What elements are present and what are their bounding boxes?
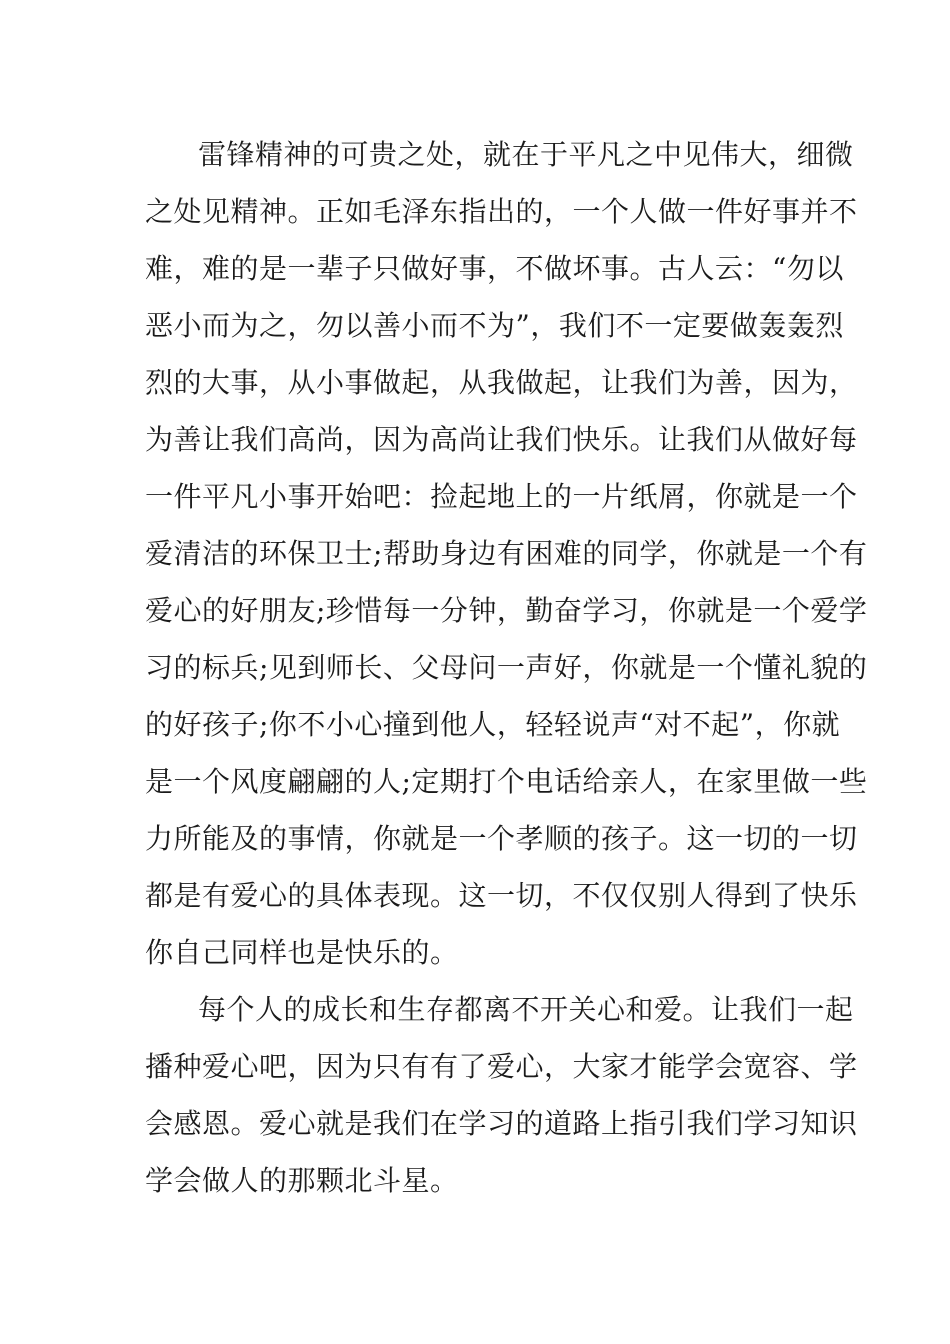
text-line: 一件平凡小事开始吧：捡起地上的一片纸屑，你就是一个 (145, 480, 858, 513)
text-line: 播种爱心吧，因为只有有了爱心，大家才能学会宽容、学 (145, 1050, 858, 1083)
text-line: 的好孩子;你不小心撞到他人，轻轻说声“对不起”，你就 (145, 708, 841, 741)
text-line: 爱心的好朋友;珍惜每一分钟，勤奋学习，你就是一个爱学 (145, 594, 868, 627)
text-line: 力所能及的事情，你就是一个孝顺的孩子。这一切的一切 (145, 822, 858, 855)
text-line: 都是有爱心的具体表现。这一切，不仅仅别人得到了快乐 (145, 879, 858, 912)
text-line: 恶小而为之，勿以善小而不为”，我们不一定要做轰轰烈 (145, 309, 844, 342)
text-line: 之处见精神。正如毛泽东指出的，一个人做一件好事并不 (145, 195, 858, 228)
text-line: 习的标兵;见到师长、父母问一声好，你就是一个懂礼貌的 (145, 651, 868, 684)
text-line: 难，难的是一辈子只做好事，不做坏事。古人云：“勿以 (145, 252, 844, 285)
text-line: 爱清洁的环保卫士;帮助身边有困难的同学，你就是一个有 (145, 537, 868, 570)
text-line: 是一个风度翩翩的人;定期打个电话给亲人，在家里做一些 (145, 765, 868, 798)
text-line: 烈的大事，从小事做起，从我做起，让我们为善，因为， (145, 366, 858, 399)
text-line: 你自己同样也是快乐的。 (145, 936, 459, 969)
text-line: 雷锋精神的可贵之处，就在于平凡之中见伟大，细微 (198, 138, 854, 171)
text-line: 每个人的成长和生存都离不开关心和爱。让我们一起 (198, 993, 854, 1026)
text-line: 会感恩。爱心就是我们在学习的道路上指引我们学习知识 (145, 1107, 858, 1140)
text-line: 学会做人的那颗北斗星。 (145, 1164, 459, 1197)
text-line: 为善让我们高尚，因为高尚让我们快乐。让我们从做好每 (145, 423, 858, 456)
